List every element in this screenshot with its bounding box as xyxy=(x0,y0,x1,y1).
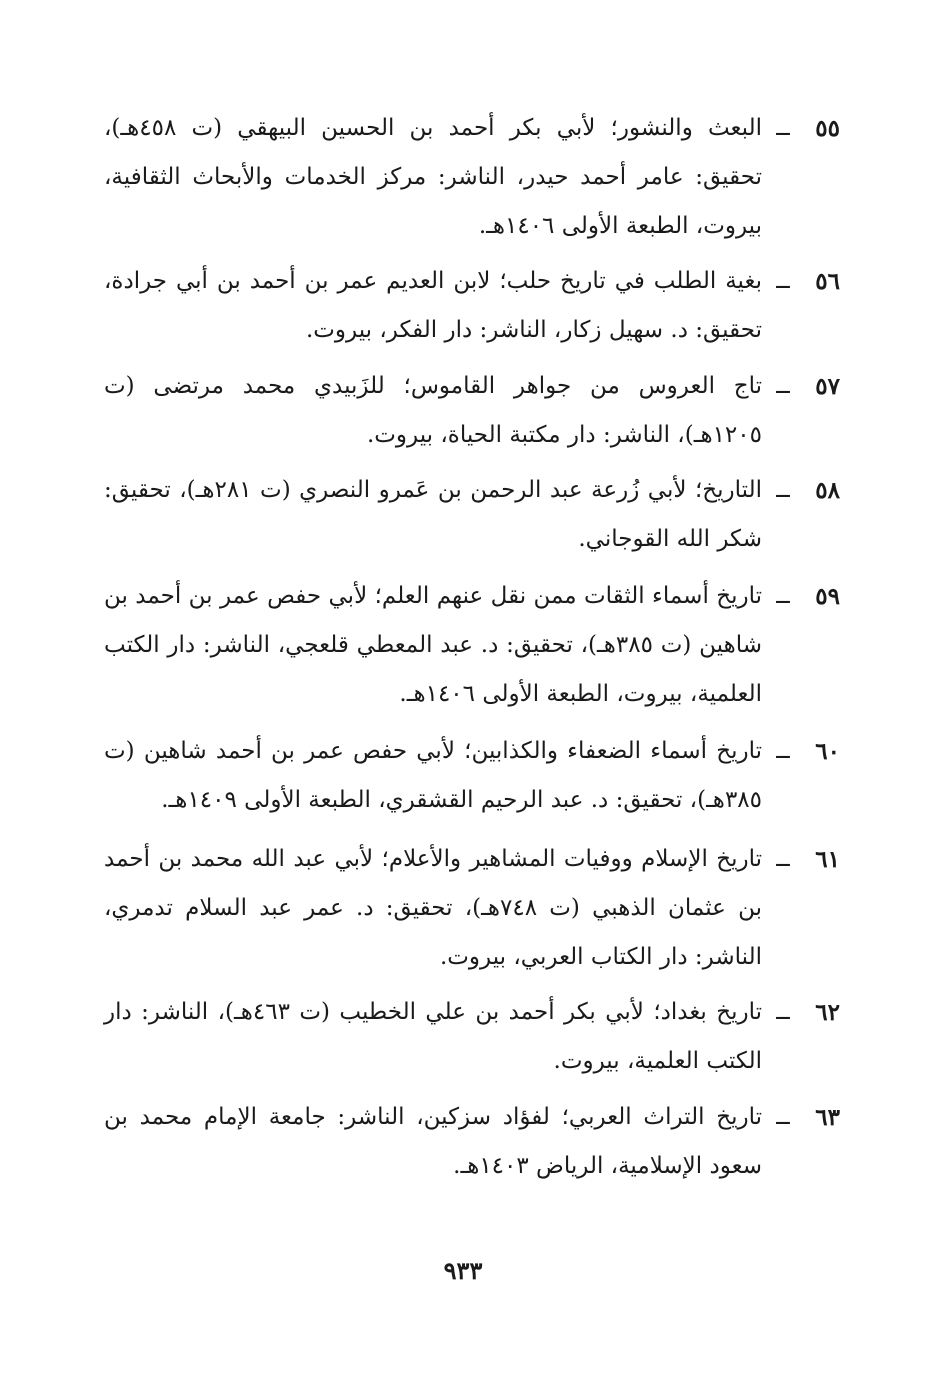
bibliography-entry xyxy=(104,988,840,1086)
entry-dash: ــ xyxy=(776,268,790,294)
entry-number: ٥٩ xyxy=(815,583,840,610)
entry-dash: ــ xyxy=(776,1104,790,1130)
entry-dash: ــ xyxy=(776,477,790,503)
bibliography-entry xyxy=(104,257,840,355)
entry-text: التاريخ؛ لأبي زُرعة عبد الرحمن بن عَمرو النصري (ت ٢٨١هـ)، تحقيق: شكر الله القوجاني. xyxy=(104,477,762,552)
entry-number: ٦١ xyxy=(815,846,840,873)
entry-text: تاريخ أسماء الثقات ممن نقل عنهم العلم؛ لأبي حفص عمر بن أحمد بن شاهين (ت ٣٨٥هـ)، تحقيق: د. عبد المعطي قلعجي، الناشر: دار الكتب العلمية، بيروت، الطبعة الأولى ١٤٠٦هـ. xyxy=(104,583,762,707)
entry-dash: ــ xyxy=(776,373,790,399)
bibliography-entry xyxy=(104,572,840,719)
entry-number: ٥٨ xyxy=(815,477,840,504)
entry-text: تاج العروس من جواهر القاموس؛ للزَبيدي محمد مرتضى (ت ١٢٠٥هـ)، الناشر: دار مكتبة الحياة، بيروت. xyxy=(104,373,762,448)
bibliography-entry xyxy=(104,727,840,825)
entry-text: البعث والنشور؛ لأبي بكر أحمد بن الحسين البيهقي (ت ٤٥٨هـ)، تحقيق: عامر أحمد حيدر، الناشر: مركز الخدمات والأبحاث الثقافية، بيروت، الطبعة الأولى ١٤٠٦هـ. xyxy=(104,115,762,239)
entry-dash: ــ xyxy=(776,115,790,141)
entry-text: تاريخ أسماء الضعفاء والكذابين؛ لأبي حفص عمر بن أحمد شاهين (ت ٣٨٥هـ)، تحقيق: د. عبد الرحيم القشقري، الطبعة الأولى ١٤٠٩هـ. xyxy=(104,738,762,813)
entry-text: تاريخ الإسلام ووفيات المشاهير والأعلام؛ لأبي عبد الله محمد بن أحمد بن عثمان الذهبي (ت ٧٤٨هـ)، تحقيق: د. عمر عبد السلام تدمري، الناشر: دار الكتاب العربي، بيروت. xyxy=(104,846,762,970)
entry-text: بغية الطلب في تاريخ حلب؛ لابن العديم عمر بن أحمد بن أبي جرادة، تحقيق: د. سهيل زكار، الناشر: دار الفكر، بيروت. xyxy=(104,268,762,343)
bibliography-list xyxy=(104,104,840,1191)
entry-number: ٥٥ xyxy=(815,115,840,142)
entry-dash: ــ xyxy=(776,999,790,1025)
entry-dash: ــ xyxy=(776,738,790,764)
entry-number: ٥٦ xyxy=(815,268,840,295)
entry-number: ٦٢ xyxy=(815,999,840,1026)
page-number: ٩٣٣ xyxy=(443,1256,483,1285)
entry-dash: ــ xyxy=(776,846,790,872)
bibliography-entry xyxy=(104,835,840,982)
bibliography-entry xyxy=(104,1093,840,1191)
entry-number: ٥٧ xyxy=(815,373,840,400)
entry-dash: ــ xyxy=(776,583,790,609)
entry-text: تاريخ بغداد؛ لأبي بكر أحمد بن علي الخطيب (ت ٤٦٣هـ)، الناشر: دار الكتب العلمية، بيروت. xyxy=(104,999,762,1074)
entry-number: ٦٠ xyxy=(815,738,840,765)
bibliography-entry xyxy=(104,362,840,460)
bibliography-entry xyxy=(104,104,840,251)
bibliography-entry xyxy=(104,466,840,564)
entry-number: ٦٣ xyxy=(815,1104,840,1131)
entry-text: تاريخ التراث العربي؛ لفؤاد سزكين، الناشر: جامعة الإمام محمد بن سعود الإسلامية، الرياض ١٤٠٣هـ. xyxy=(104,1104,762,1179)
